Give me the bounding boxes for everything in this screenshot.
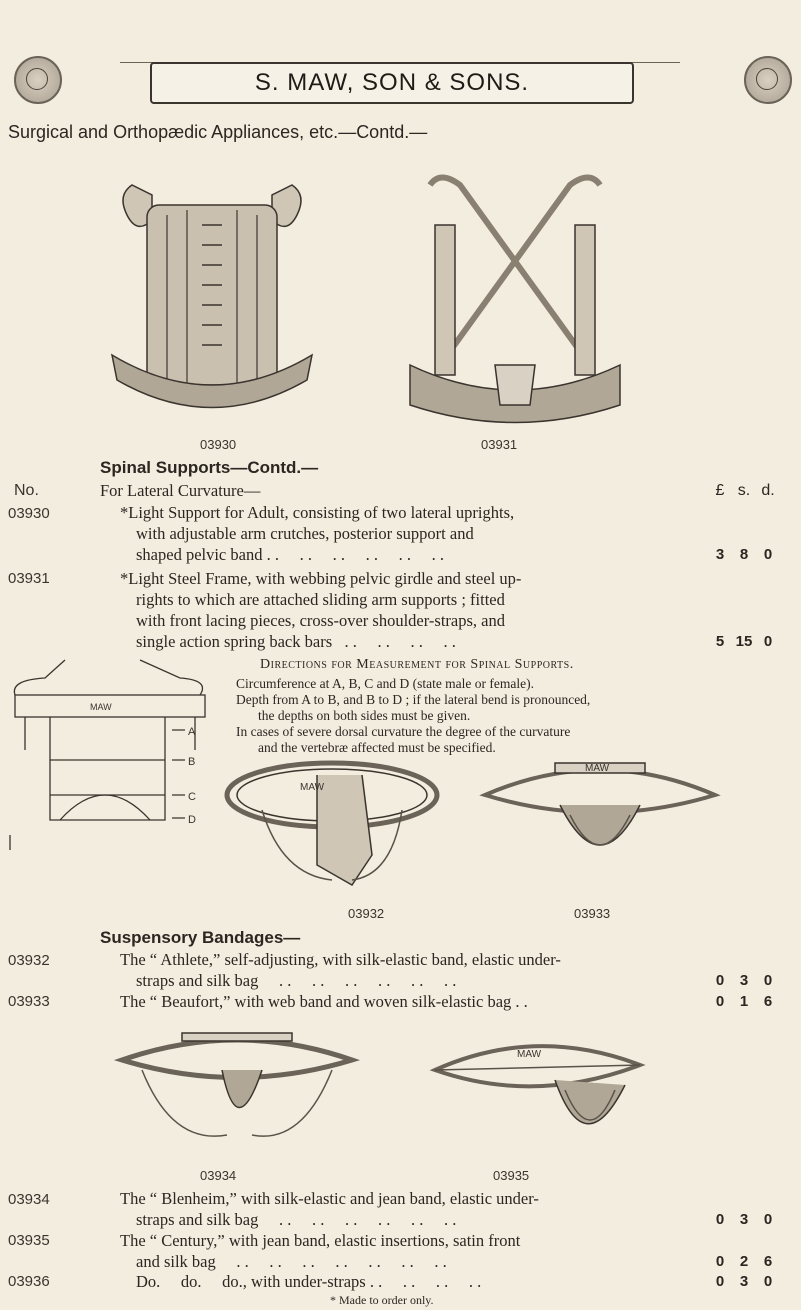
item-desc-line: *Light Steel Frame, with webbing pelvic girdle and steel up- (120, 569, 522, 588)
left-crest-emblem (14, 56, 62, 104)
directions-line: and the vertebræ affected must be specified. (258, 740, 496, 755)
item-desc-line: The “ Century,” with jean band, elastic insertions, satin front (120, 1231, 521, 1250)
item-desc-line: with adjustable arm crutches, posterior support and (136, 524, 474, 543)
price-03930: 3 8 0 (715, 546, 773, 563)
directions-line: Depth from A to B, and B to D ; if the lateral bend is pronounced, (236, 692, 591, 707)
item-no-03936: 03936 (8, 1273, 50, 1290)
spinal-heading: Spinal Supports—Contd.— (100, 458, 319, 477)
item-desc-line: single action spring back bars . . . . . . . . (136, 632, 456, 651)
diagram-brand-mark: MAW (90, 702, 112, 712)
caption-03932: 03932 (348, 906, 385, 921)
item-desc-line: The “ Beaufort,” with web band and woven silk-elastic bag . . (120, 992, 528, 1011)
directions-line: Circumference at A, B, C and D (state male or female). (236, 676, 535, 691)
caption-03930: 03930 (200, 437, 237, 452)
caption-03935: 03935 (493, 1168, 530, 1183)
item-no-03930: 03930 (8, 505, 50, 522)
item-no-03932: 03932 (8, 952, 50, 969)
diagram-label-a: A (188, 726, 196, 738)
item-no-03933: 03933 (8, 993, 50, 1010)
caption-03933: 03933 (574, 906, 611, 921)
brand-mark-03933: MAW (585, 763, 610, 774)
item-desc-line: The “ Blenheim,” with silk-elastic and jean band, elastic under- (120, 1189, 539, 1208)
right-crest-emblem (744, 56, 792, 104)
item-no-03935: 03935 (8, 1232, 50, 1249)
item-no-03931: 03931 (8, 570, 50, 587)
directions-title: Directions for Measurement for Spinal Supports. (260, 657, 574, 672)
caption-03931: 03931 (481, 437, 518, 452)
col-no-label: No. (14, 482, 39, 499)
directions-line: the depths on both sides must be given. (258, 708, 471, 723)
footnote: * Made to order only. (330, 1293, 434, 1307)
firm-banner: S. MAW, SON & SONS. (150, 62, 634, 104)
illustration-03934 (112, 1025, 362, 1165)
diagram-label-c: C (188, 791, 196, 803)
brand-mark-03932: MAW (300, 782, 325, 793)
price-03931: 5 15 0 (715, 633, 773, 650)
illustration-03933 (475, 755, 725, 895)
price-03935: 0 2 6 (715, 1253, 773, 1270)
illustration-03930 (92, 165, 332, 430)
price-03934: 0 3 0 (715, 1211, 773, 1228)
item-desc-line: The “ Athlete,” self-adjusting, with silk-elastic band, elastic under- (120, 950, 561, 969)
illustration-03932 (222, 755, 442, 895)
illustration-03931 (400, 165, 630, 430)
diagram-label-b: B (188, 756, 196, 768)
item-desc-line: and silk bag . . . . . . . . . . . . . . (136, 1252, 447, 1271)
brand-mark-03935: MAW (517, 1049, 542, 1060)
item-desc-line: *Light Support for Adult, consisting of two lateral uprights, (120, 503, 515, 522)
item-desc-line: straps and silk bag . . . . . . . . . . . . (136, 1210, 457, 1229)
item-desc-line: rights to which are attached sliding arm supports ; fitted (136, 590, 505, 609)
section-title: Surgical and Orthopædic Appliances, etc.—Contd.— (8, 122, 428, 142)
caption-03934: 03934 (200, 1168, 237, 1183)
price-03936: 0 3 0 (715, 1273, 773, 1290)
measurement-diagram (0, 650, 230, 880)
directions-line: In cases of severe dorsal curvature the degree of the curvature (236, 724, 571, 739)
price-03932: 0 3 0 (715, 972, 773, 989)
item-desc-line: Do. do. do., with under-straps . . . . . . . . (136, 1272, 482, 1291)
item-desc-line: straps and silk bag . . . . . . . . . . . . (136, 971, 457, 990)
spinal-subheading: For Lateral Curvature— (100, 481, 261, 500)
item-desc-line: shaped pelvic band . . . . . . . . . . . . (136, 545, 444, 564)
illustration-03935 (425, 1025, 650, 1165)
item-no-03934: 03934 (8, 1191, 50, 1208)
diagram-label-d: D (188, 814, 196, 826)
price-03933: 0 1 6 (715, 993, 773, 1010)
currency-header: £ s. d. (715, 482, 775, 499)
suspensory-heading: Suspensory Bandages— (100, 928, 301, 947)
item-desc-line: with front lacing pieces, cross-over shoulder-straps, and (136, 611, 505, 630)
